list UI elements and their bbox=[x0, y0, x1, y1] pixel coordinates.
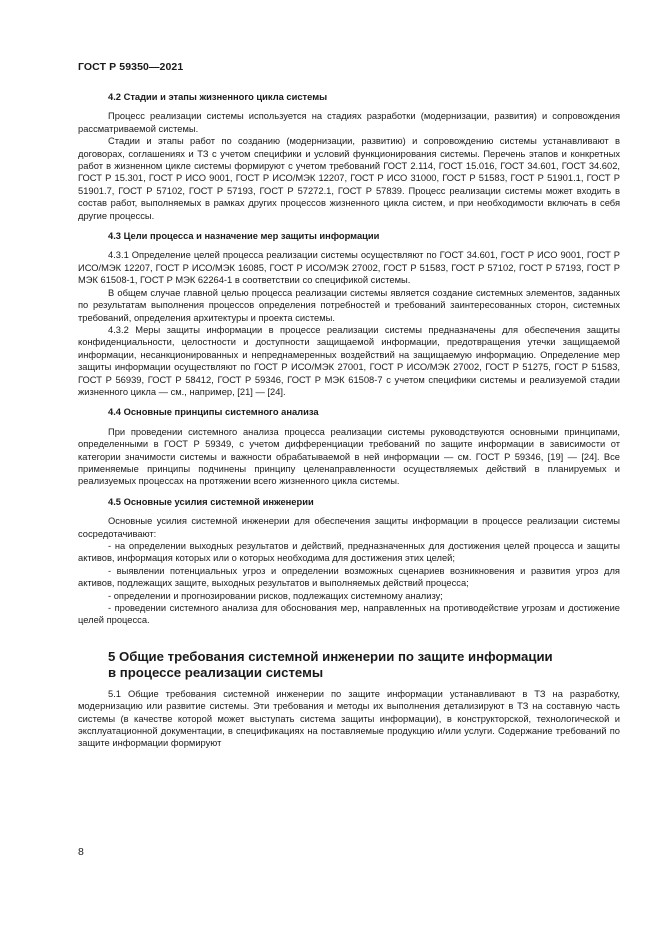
section-5-1-paragraph: 5.1 Общие требования системной инженерии по защите информации устанавливают в ТЗ на разработку, модернизацию или развитие системы. Эти требования и методы их выполнения детализируют в ТЗ на составную часть системы (в качестве которой может выступать система защиты информации), в конструкторской, технологической и эксплуатационной документации, в спецификациях на поставляемые продукцию и/или услуги. Содержание требований по защите информации формируют bbox=[78, 688, 620, 749]
page-number: 8 bbox=[78, 846, 84, 858]
section-5-heading-line-2: в процессе реализации системы bbox=[108, 665, 324, 681]
section-4-4-paragraph-1: При проведении системного анализа процесса реализации системы руководствуются основными принципами, определенными в ГОСТ Р 59349, с учетом дифференциации требований по защите информации в зависимости от категории значимости системы и важности обрабатываемой в ней информации — см. ГОСТ Р 59346, [19] — [24]. Все применяемые принципы подчинены принципу целенаправленности осуществляемых действий в планируемых и реализуемых процессах на протяжении всего жизненного цикла системы. bbox=[78, 426, 620, 487]
section-4-3-paragraph-1: 4.3.1 Определение целей процесса реализации системы осуществляют по ГОСТ 34.601, ГОСТ Р ИСО 9001, ГОСТ Р ИСО/МЭК 12207, ГОСТ Р ИСО/МЭК 16085, ГОСТ Р ИСО/МЭК 27002, ГОСТ Р 51583, ГОСТ Р 57102, ГОСТ Р 57193, ГОСТ Р МЭК 61508-1, ГОСТ Р МЭК 62264-1 в соответствии со спецификой системы. bbox=[78, 250, 620, 286]
section-4-2-paragraph-2: Стадии и этапы работ по созданию (модернизации, развитию) и сопровождению системы устанавливают в договорах, соглашениях и ТЗ с учетом специфики и условий функционирования системы. Перечень этапов и конкретных работ в жизненном цикле системы формируют с учетом требований ГОСТ 2.114, ГОСТ 15.016, ГОСТ 34.601, ГОСТ 34.602, ГОСТ Р 15.301, ГОСТ Р ИСО 9001, ГОСТ Р ИСО/МЭК 12207, ГОСТ Р ИСО 31000, ГОСТ Р 51583, ГОСТ Р 51901.1, ГОСТ Р 51901.7, ГОСТ Р 57102, ГОСТ Р 57193, ГОСТ Р 57272.1, ГОСТ Р 57839. Процесс реализации системы может входить в состав работ, выполняемых в рамках других процессов жизненного цикла систем, и при необходимости включать в себя другие процессы. bbox=[78, 136, 620, 221]
section-4-3-heading: 4.3 Цели процесса и назначение мер защиты информации bbox=[108, 231, 380, 242]
list-item: - на определении выходных результатов и действий, предназначенных для достижения целей процесса и защиты активов, информация которых или о которых необходима для достижения этих целей; bbox=[78, 541, 620, 564]
section-4-4-heading: 4.4 Основные принципы системного анализа bbox=[108, 407, 319, 418]
document-header-id: ГОСТ Р 59350—2021 bbox=[78, 61, 184, 73]
section-4-2-heading: 4.2 Стадии и этапы жизненного цикла системы bbox=[108, 92, 328, 102]
section-4-3-paragraph-2: В общем случае главной целью процесса реализации системы является создание системных элементов, заданных по результатам выполнения процессов определения потребностей и требований заинтересованных сторон, системных требований, определения архитектуры и проекта системы. bbox=[78, 287, 620, 323]
section-5-heading-line-1: 5 Общие требования системной инженерии по защите информации bbox=[108, 648, 553, 664]
list-item: - определении и прогнозировании рисков, подлежащих системному анализу; bbox=[108, 590, 443, 601]
list-item: - проведении системного анализа для обоснования мер, направленных на противодействие угрозам и достижение целей процесса. bbox=[78, 603, 620, 626]
section-5-heading bbox=[78, 649, 588, 682]
section-4-5-intro: Основные усилия системной инженерии для обеспечения защиты информации в процессе реализации системы сосредотачивают: bbox=[78, 516, 620, 539]
list-item: - выявлении потенциальных угроз и определении возможных сценариев возникновения и развития угроз для активов, подлежащих защите, выходных результатов и выполняемых действий процесса; bbox=[78, 565, 620, 589]
section-4-2-paragraph-1: Процесс реализации системы используется на стадиях разработки (модернизации, развития) и сопровождения рассматриваемой системы. bbox=[78, 111, 620, 134]
document-body bbox=[78, 91, 620, 750]
section-4-3-paragraph-3: 4.3.2 Меры защиты информации в процессе реализации системы предназначены для обеспечения защиты конфиденциальности, целостности и доступности защищаемой информации, предотвращения утечки защищаемой информации, несанкционированных и непреднамеренных воздействий на защищаемую информацию. Определение мер защиты информации осуществляют по ГОСТ Р ИСО/МЭК 27001, ГОСТ Р ИСО/МЭК 27002, ГОСТ Р 51275, ГОСТ Р 51583, ГОСТ Р 56939, ГОСТ Р 58412, ГОСТ Р 59346, ГОСТ Р МЭК 61508-7 с учетом специфики системы и реализуемой стадии жизненного цикла — см., например, [21] — [24]. bbox=[78, 324, 620, 397]
section-4-5-heading: 4.5 Основные усилия системной инженерии bbox=[108, 496, 314, 507]
